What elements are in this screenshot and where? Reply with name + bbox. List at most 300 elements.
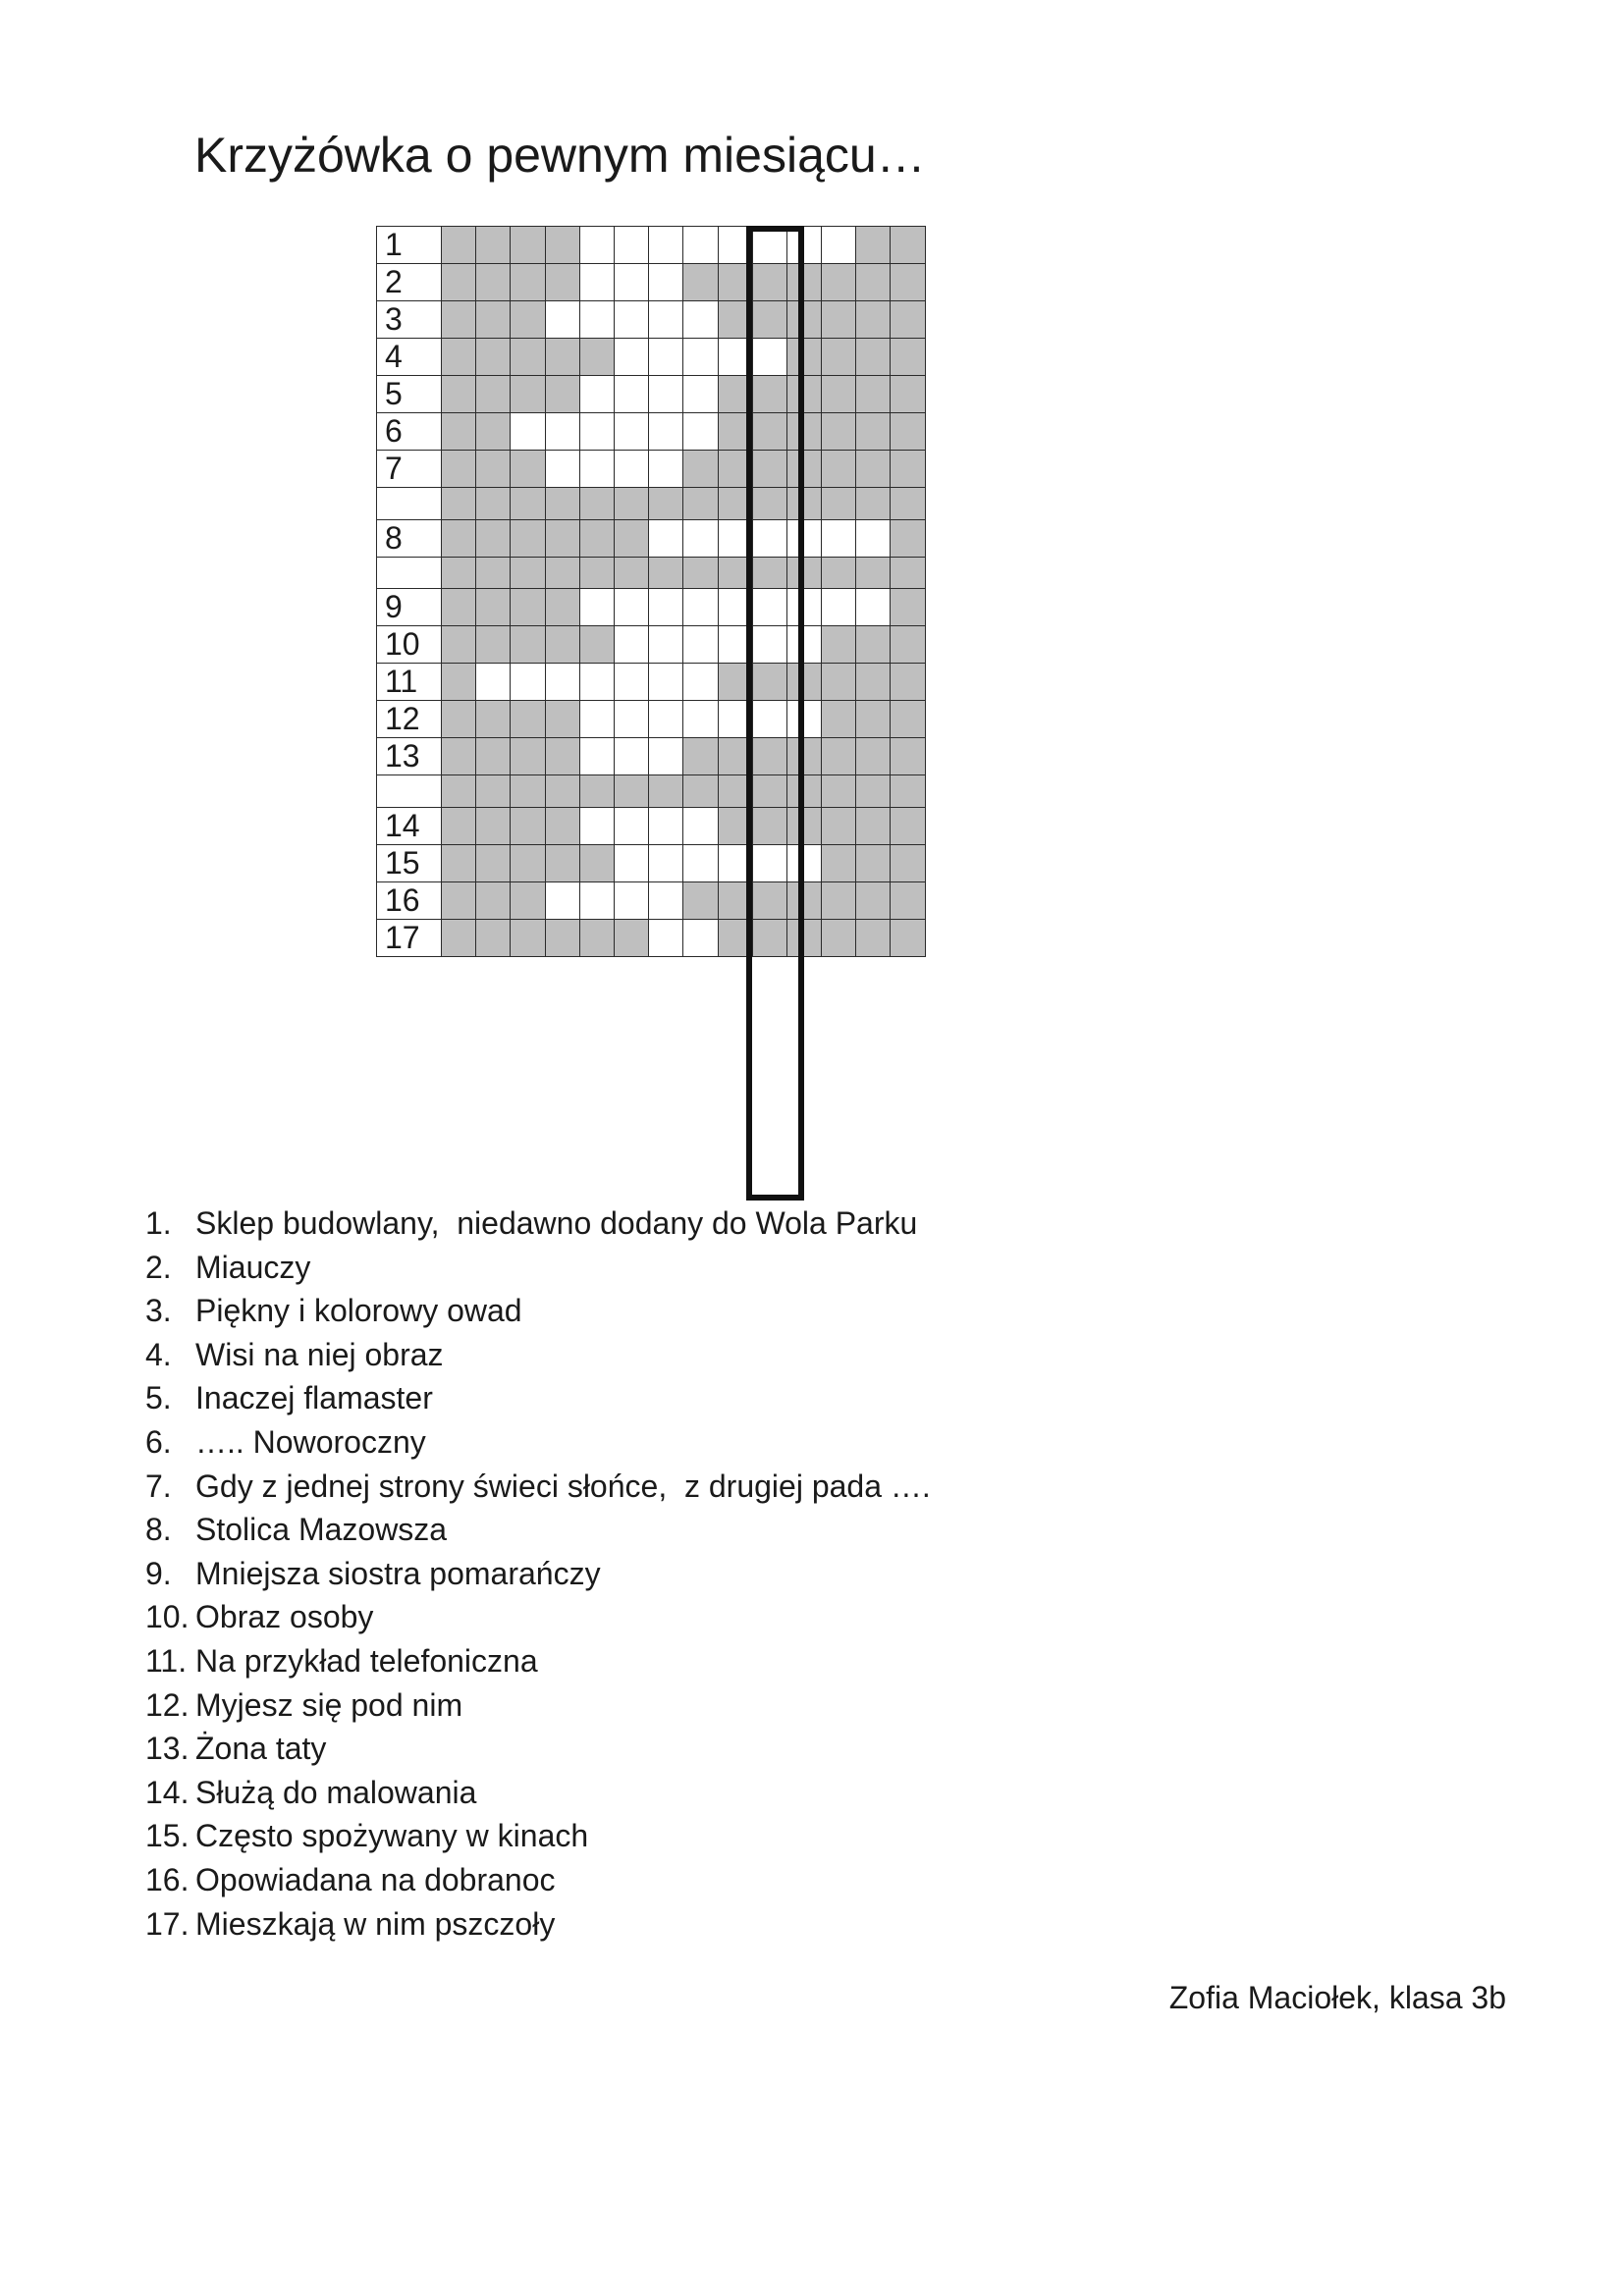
blank-cell [545, 488, 579, 520]
blank-cell [614, 519, 648, 557]
clue-text: Stolica Mazowsza [195, 1512, 448, 1548]
answer-cell[interactable] [614, 264, 648, 301]
clue-item [145, 1201, 931, 1246]
answer-cell[interactable] [822, 227, 856, 264]
blank-cell [822, 701, 856, 738]
blank-cell [476, 301, 511, 339]
blank-cell [891, 626, 925, 664]
blank-cell [856, 557, 891, 589]
clue-number: 15. [145, 1818, 189, 1854]
answer-cell[interactable] [683, 807, 718, 844]
blank-cell [856, 738, 891, 775]
blank-cell [786, 488, 821, 520]
grid-row [377, 881, 926, 919]
answer-cell[interactable] [683, 301, 718, 339]
blank-cell [579, 844, 614, 881]
blank-cell [891, 664, 925, 701]
blank-cell [476, 376, 511, 413]
clue-text: Mieszkają w nim pszczoły [195, 1905, 556, 1942]
author-credit: Zofia Maciołek, klasa 3b [1168, 1980, 1506, 2015]
row-number: 6 [377, 413, 442, 451]
blank-cell [545, 775, 579, 808]
blank-cell [786, 301, 821, 339]
answer-cell[interactable] [786, 519, 821, 557]
blank-cell [822, 339, 856, 376]
blank-cell [511, 844, 545, 881]
answer-cell[interactable] [614, 701, 648, 738]
grid-row [377, 589, 926, 626]
grid-row [377, 376, 926, 413]
answer-cell[interactable] [683, 844, 718, 881]
blank-cell [511, 738, 545, 775]
answer-cell[interactable] [649, 376, 683, 413]
grid-row [377, 227, 926, 264]
clue-number: 4. [145, 1336, 172, 1372]
blank-cell [614, 919, 648, 956]
answer-cell[interactable] [649, 413, 683, 451]
answer-cell[interactable] [545, 451, 579, 488]
blank-cell [718, 264, 752, 301]
blank-cell [786, 807, 821, 844]
blank-cell [752, 488, 786, 520]
crossword-grid [376, 226, 926, 957]
answer-cell[interactable] [649, 807, 683, 844]
blank-cell [511, 775, 545, 808]
answer-cell[interactable] [822, 519, 856, 557]
blank-cell [891, 919, 925, 956]
answer-cell[interactable] [752, 227, 786, 264]
clue-text: Obraz osoby [195, 1599, 374, 1635]
blank-cell [856, 488, 891, 520]
answer-cell[interactable] [649, 626, 683, 664]
blank-cell [822, 664, 856, 701]
blank-cell [511, 339, 545, 376]
answer-cell[interactable] [579, 664, 614, 701]
blank-cell [822, 376, 856, 413]
clue-number: 2. [145, 1249, 172, 1285]
answer-cell[interactable] [476, 664, 511, 701]
answer-cell[interactable] [718, 626, 752, 664]
answer-cell[interactable] [718, 701, 752, 738]
answer-cell[interactable] [649, 519, 683, 557]
blank-cell [856, 664, 891, 701]
blank-cell [752, 301, 786, 339]
blank-cell [579, 557, 614, 589]
blank-cell [511, 807, 545, 844]
answer-cell[interactable] [683, 413, 718, 451]
row-number: 12 [377, 701, 442, 738]
answer-cell[interactable] [718, 227, 752, 264]
answer-cell[interactable] [614, 844, 648, 881]
blank-cell [476, 701, 511, 738]
row-number [377, 557, 442, 589]
blank-cell [545, 264, 579, 301]
blank-cell [752, 557, 786, 589]
blank-cell [718, 557, 752, 589]
blank-cell [545, 557, 579, 589]
clue-item [145, 1683, 931, 1728]
blank-cell [752, 807, 786, 844]
answer-cell[interactable] [856, 519, 891, 557]
blank-cell [752, 919, 786, 956]
blank-cell [856, 775, 891, 808]
blank-cell [511, 376, 545, 413]
blank-cell [476, 519, 511, 557]
blank-cell [718, 301, 752, 339]
answer-cell[interactable] [822, 589, 856, 626]
blank-cell [545, 844, 579, 881]
answer-cell[interactable] [614, 413, 648, 451]
clue-number: 16. [145, 1861, 189, 1897]
clue-item [145, 1814, 931, 1858]
grid-row [377, 807, 926, 844]
grid-row [377, 919, 926, 956]
blank-cell [718, 738, 752, 775]
row-number: 8 [377, 519, 442, 557]
grid-row [377, 413, 926, 451]
blank-cell [891, 738, 925, 775]
blank-cell [442, 807, 476, 844]
blank-cell [511, 227, 545, 264]
answer-cell[interactable] [614, 376, 648, 413]
blank-cell [511, 519, 545, 557]
blank-cell [442, 301, 476, 339]
blank-cell [511, 488, 545, 520]
blank-cell [545, 376, 579, 413]
answer-cell[interactable] [683, 519, 718, 557]
blank-cell [752, 775, 786, 808]
blank-cell [442, 227, 476, 264]
answer-cell[interactable] [683, 339, 718, 376]
blank-cell [891, 339, 925, 376]
blank-cell [822, 413, 856, 451]
answer-cell[interactable] [752, 701, 786, 738]
row-number [377, 775, 442, 808]
answer-cell[interactable] [683, 919, 718, 956]
row-number: 15 [377, 844, 442, 881]
blank-cell [649, 557, 683, 589]
answer-cell[interactable] [579, 451, 614, 488]
blank-cell [545, 738, 579, 775]
blank-cell [476, 413, 511, 451]
answer-cell[interactable] [614, 807, 648, 844]
row-number: 2 [377, 264, 442, 301]
blank-cell [786, 775, 821, 808]
blank-cell [891, 488, 925, 520]
blank-cell [476, 264, 511, 301]
grid-row [377, 775, 926, 808]
answer-cell[interactable] [579, 264, 614, 301]
blank-cell [718, 413, 752, 451]
blank-cell [891, 519, 925, 557]
blank-cell [786, 376, 821, 413]
clue-number: 14. [145, 1774, 189, 1810]
answer-cell[interactable] [752, 519, 786, 557]
clue-item [145, 1465, 931, 1509]
blank-cell [545, 807, 579, 844]
answer-cell[interactable] [649, 339, 683, 376]
blank-cell [683, 557, 718, 589]
answer-cell[interactable] [752, 626, 786, 664]
clue-text: Opowiadana na dobranoc [195, 1861, 556, 1897]
clue-item [145, 1727, 931, 1771]
blank-cell [752, 738, 786, 775]
clue-text: Inaczej flamaster [195, 1380, 433, 1416]
blank-cell [442, 701, 476, 738]
blank-cell [442, 738, 476, 775]
clue-item [145, 1595, 931, 1639]
blank-cell [786, 881, 821, 919]
answer-cell[interactable] [649, 664, 683, 701]
blank-cell [718, 807, 752, 844]
answer-cell[interactable] [614, 626, 648, 664]
answer-cell[interactable] [579, 589, 614, 626]
answer-cell[interactable] [786, 589, 821, 626]
blank-cell [649, 488, 683, 520]
answer-cell[interactable] [649, 451, 683, 488]
blank-cell [786, 451, 821, 488]
clue-item [145, 1333, 931, 1377]
row-number: 7 [377, 451, 442, 488]
answer-cell[interactable] [718, 844, 752, 881]
answer-cell[interactable] [579, 881, 614, 919]
blank-cell [856, 301, 891, 339]
blank-cell [545, 227, 579, 264]
blank-cell [545, 626, 579, 664]
answer-cell[interactable] [614, 589, 648, 626]
clue-number: 11. [145, 1642, 188, 1679]
blank-cell [786, 413, 821, 451]
clue-text: Myjesz się pod nim [195, 1686, 463, 1723]
clue-number: 3. [145, 1293, 172, 1329]
clue-number: 17. [145, 1905, 189, 1942]
clue-item [145, 1902, 931, 1947]
grid-row [377, 264, 926, 301]
row-number: 10 [377, 626, 442, 664]
blank-cell [442, 664, 476, 701]
blank-cell [856, 413, 891, 451]
answer-cell[interactable] [786, 701, 821, 738]
answer-cell[interactable] [718, 519, 752, 557]
blank-cell [891, 264, 925, 301]
blank-cell [649, 775, 683, 808]
blank-cell [476, 775, 511, 808]
blank-cell [856, 626, 891, 664]
answer-cell[interactable] [786, 626, 821, 664]
blank-cell [718, 376, 752, 413]
blank-cell [511, 701, 545, 738]
blank-cell [476, 488, 511, 520]
blank-cell [683, 738, 718, 775]
answer-cell[interactable] [786, 844, 821, 881]
blank-cell [545, 589, 579, 626]
blank-cell [683, 264, 718, 301]
answer-cell[interactable] [649, 844, 683, 881]
clue-text: Gdy z jednej strony świeci słońce, z drugiej pada …. [195, 1468, 931, 1504]
clue-text: Sklep budowlany, niedawno dodany do Wola Parku [195, 1205, 918, 1241]
answer-cell[interactable] [683, 227, 718, 264]
blank-cell [442, 413, 476, 451]
answer-cell[interactable] [579, 738, 614, 775]
grid-row [377, 301, 926, 339]
answer-cell[interactable] [718, 339, 752, 376]
blank-cell [856, 881, 891, 919]
answer-cell[interactable] [545, 664, 579, 701]
clue-text: Wisi na niej obraz [195, 1336, 444, 1372]
blank-cell [442, 557, 476, 589]
clue-item [145, 1552, 931, 1596]
clue-text: Często spożywany w kinach [195, 1818, 589, 1854]
answer-cell[interactable] [579, 301, 614, 339]
blank-cell [476, 589, 511, 626]
blank-cell [476, 451, 511, 488]
blank-cell [891, 301, 925, 339]
blank-cell [442, 775, 476, 808]
answer-cell[interactable] [579, 807, 614, 844]
answer-cell[interactable] [683, 376, 718, 413]
clue-item [145, 1376, 931, 1420]
answer-cell[interactable] [579, 227, 614, 264]
blank-cell [614, 775, 648, 808]
clue-number: 1. [145, 1205, 172, 1241]
blank-cell [545, 701, 579, 738]
answer-cell[interactable] [545, 881, 579, 919]
blank-cell [476, 881, 511, 919]
clue-number: 6. [145, 1423, 172, 1460]
blank-cell [511, 301, 545, 339]
clue-text: Miauczy [195, 1249, 311, 1285]
blank-cell [476, 339, 511, 376]
blank-cell [856, 701, 891, 738]
blank-cell [718, 664, 752, 701]
blank-cell [442, 488, 476, 520]
blank-cell [718, 919, 752, 956]
answer-cell[interactable] [614, 881, 648, 919]
blank-cell [752, 413, 786, 451]
clue-list [145, 1201, 931, 1946]
blank-cell [822, 488, 856, 520]
answer-cell[interactable] [683, 701, 718, 738]
blank-cell [579, 488, 614, 520]
blank-cell [786, 264, 821, 301]
answer-cell[interactable] [511, 664, 545, 701]
blank-cell [579, 339, 614, 376]
answer-cell[interactable] [683, 626, 718, 664]
blank-cell [442, 626, 476, 664]
row-number: 13 [377, 738, 442, 775]
clue-item [145, 1639, 931, 1683]
blank-cell [752, 881, 786, 919]
answer-cell[interactable] [683, 589, 718, 626]
blank-cell [511, 451, 545, 488]
answer-cell[interactable] [649, 227, 683, 264]
clue-item [145, 1508, 931, 1552]
answer-cell[interactable] [649, 701, 683, 738]
answer-cell[interactable] [545, 413, 579, 451]
clue-text: Mniejsza siostra pomarańczy [195, 1555, 601, 1591]
answer-cell[interactable] [545, 301, 579, 339]
clue-number: 7. [145, 1468, 172, 1504]
blank-cell [856, 919, 891, 956]
grid-row [377, 626, 926, 664]
answer-cell[interactable] [579, 413, 614, 451]
grid-row [377, 701, 926, 738]
grid-row [377, 488, 926, 520]
blank-cell [856, 844, 891, 881]
row-number: 11 [377, 664, 442, 701]
blank-cell [476, 557, 511, 589]
answer-cell[interactable] [718, 589, 752, 626]
answer-cell[interactable] [649, 738, 683, 775]
answer-cell[interactable] [683, 664, 718, 701]
clue-text: Na przykład telefoniczna [195, 1642, 538, 1679]
answer-cell[interactable] [752, 589, 786, 626]
blank-cell [822, 626, 856, 664]
answer-cell[interactable] [511, 413, 545, 451]
answer-cell[interactable] [752, 339, 786, 376]
blank-cell [856, 227, 891, 264]
answer-cell[interactable] [579, 376, 614, 413]
blank-cell [442, 919, 476, 956]
blank-cell [718, 488, 752, 520]
clue-item [145, 1246, 931, 1290]
blank-cell [891, 881, 925, 919]
answer-cell[interactable] [614, 738, 648, 775]
grid-row [377, 339, 926, 376]
answer-cell[interactable] [614, 339, 648, 376]
answer-cell[interactable] [614, 301, 648, 339]
answer-cell[interactable] [614, 664, 648, 701]
answer-cell[interactable] [579, 701, 614, 738]
blank-cell [891, 807, 925, 844]
blank-cell [614, 557, 648, 589]
blank-cell [442, 881, 476, 919]
row-number: 16 [377, 881, 442, 919]
grid-row [377, 844, 926, 881]
blank-cell [822, 881, 856, 919]
blank-cell [752, 451, 786, 488]
answer-cell[interactable] [786, 227, 821, 264]
clue-item [145, 1289, 931, 1333]
answer-cell[interactable] [614, 227, 648, 264]
answer-cell[interactable] [649, 919, 683, 956]
clue-number: 8. [145, 1512, 172, 1548]
blank-cell [822, 451, 856, 488]
blank-cell [786, 664, 821, 701]
blank-cell [891, 227, 925, 264]
clue-text: Piękny i kolorowy owad [195, 1293, 522, 1329]
blank-cell [856, 264, 891, 301]
grid-row [377, 738, 926, 775]
blank-cell [683, 881, 718, 919]
clue-text: Służą do malowania [195, 1774, 477, 1810]
answer-cell[interactable] [752, 844, 786, 881]
blank-cell [822, 301, 856, 339]
blank-cell [856, 451, 891, 488]
page-title: Krzyżówka o pewnym miesiącu… [194, 128, 926, 183]
blank-cell [822, 919, 856, 956]
blank-cell [891, 589, 925, 626]
answer-cell[interactable] [614, 451, 648, 488]
answer-cell[interactable] [649, 881, 683, 919]
blank-cell [511, 626, 545, 664]
answer-cell[interactable] [649, 301, 683, 339]
blank-cell [476, 738, 511, 775]
answer-cell[interactable] [856, 589, 891, 626]
answer-cell[interactable] [649, 589, 683, 626]
row-number: 4 [377, 339, 442, 376]
answer-cell[interactable] [649, 264, 683, 301]
